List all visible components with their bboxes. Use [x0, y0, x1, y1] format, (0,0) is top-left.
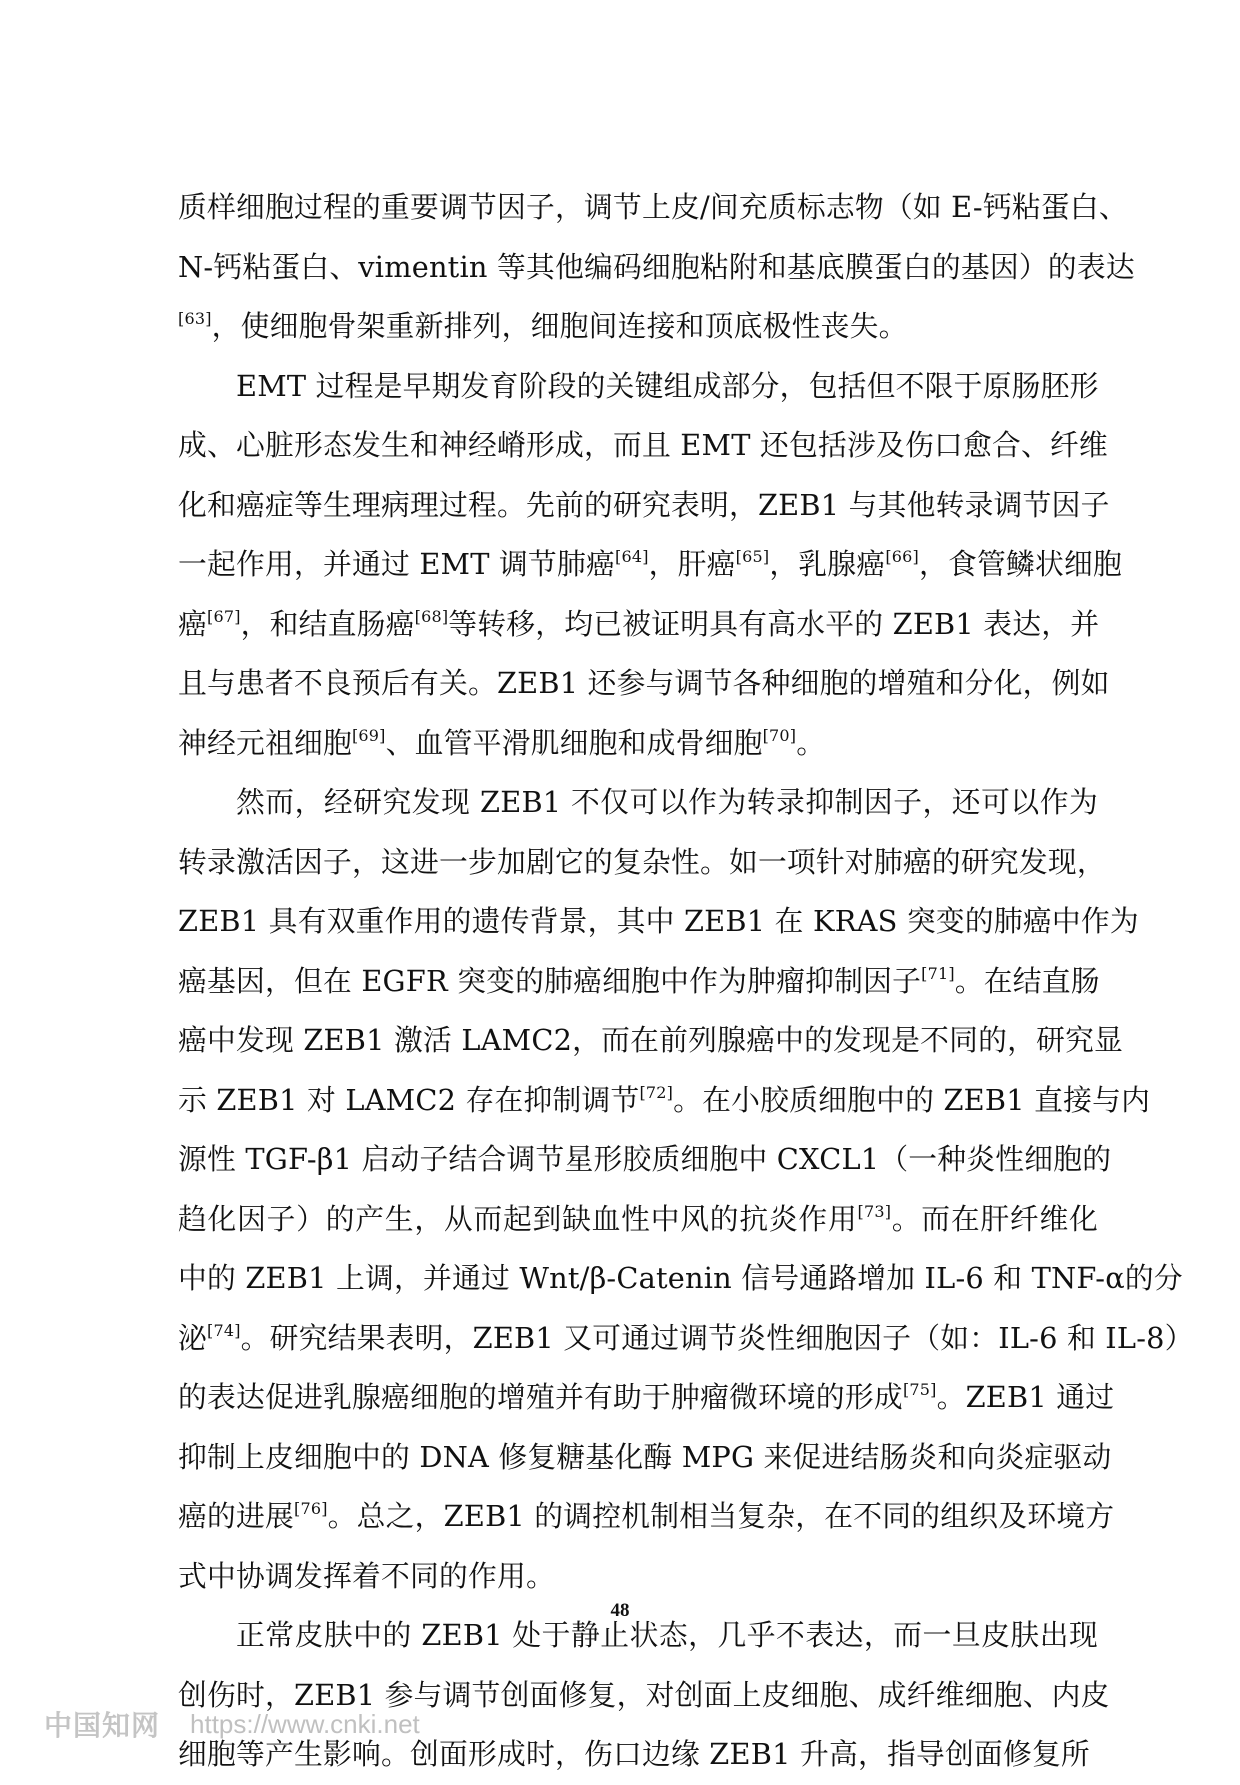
text-line	[178, 1249, 1183, 1309]
text-run: 。ZEB1 通过	[936, 1380, 1115, 1414]
text-run: 化和癌症等生理病理过程。先前的研究表明，ZEB1 与其他转录调节因子	[178, 487, 1110, 522]
text-run: 式中协调发挥着不同的作用。	[178, 1558, 555, 1593]
text-run: 创伤时，ZEB1 参与调节创面修复，对创面上皮细胞、成纤维细胞、内皮	[178, 1677, 1110, 1712]
text-line	[178, 1309, 1194, 1369]
text-run: 成、心脏形态发生和神经嵴形成，而且 EMT 还包括涉及伤口愈合、纤维	[178, 428, 1108, 462]
text-line	[178, 714, 1098, 774]
text-run: 等转移，均已被证明具有高水平的 ZEB1 表达，并	[448, 606, 1100, 641]
text-line	[178, 654, 1110, 714]
citation-ref: [63]	[178, 309, 212, 328]
text-run: 然而，经研究发现 ZEB1 不仅可以作为转录抑制因子，还可以作为	[236, 785, 1098, 819]
text-line	[178, 178, 1128, 238]
text-line	[178, 1487, 1115, 1547]
body-paragraph	[178, 178, 1135, 357]
text-run: EMT 过程是早期发育阶段的关键组成部分，包括但不限于原肠胚形	[236, 368, 1099, 403]
text-line	[178, 535, 1122, 595]
text-run: 。而在肝纤维化	[891, 1201, 1098, 1236]
citation-ref: [68]	[414, 606, 449, 626]
text-line	[178, 1130, 1112, 1190]
text-line	[178, 1547, 1098, 1607]
text-run: ，使细胞骨架重新排列，细胞间连接和顶底极性丧失。	[211, 309, 908, 343]
text-run: ，食管鳞状细胞	[918, 547, 1122, 581]
cnki-url: https://www.cnki.net	[190, 1708, 420, 1739]
text-line	[178, 476, 1110, 536]
text-run: 细胞等产生影响。创面形成时，伤口边缘 ZEB1 升高，指导创面修复所	[178, 1737, 1090, 1771]
text-run: ZEB1 具有双重作用的遗传背景，其中 ZEB1 在 KRAS 突变的肺癌中作为	[178, 904, 1139, 938]
cnki-logo: 中国知网	[44, 1710, 161, 1741]
text-run: ，和结直肠癌	[240, 606, 415, 641]
body-paragraph	[178, 773, 1194, 1606]
text-run: 抑制上皮细胞中的 DNA 修复糖基化酶 MPG 来促进结肠炎和向炎症驱动	[178, 1439, 1112, 1474]
text-run: 癌	[178, 606, 207, 641]
citation-ref: [67]	[207, 606, 241, 626]
citation-ref: [66]	[885, 547, 919, 566]
text-line	[178, 1011, 1124, 1071]
citation-ref: [71]	[921, 963, 955, 983]
text-run: 癌基因，但在 EGFR 突变的肺癌细胞中作为肿瘤抑制因子	[178, 963, 922, 998]
citation-ref: [65]	[735, 547, 770, 566]
text-run: 。在小胶质细胞中的 ZEB1 直接与内	[673, 1082, 1151, 1117]
text-line	[178, 892, 1139, 952]
citation-ref: [70]	[762, 725, 797, 745]
text-run: 癌的进展	[178, 1499, 294, 1533]
text-run: 质样细胞过程的重要调节因子，调节上皮/间充质标志物（如 E-钙粘蛋白、	[178, 190, 1128, 224]
text-run: 。在结直肠	[954, 963, 1100, 998]
text-line	[178, 297, 1098, 357]
text-run: 。研究结果表明，ZEB1 又可通过调节炎性细胞因子（如：IL-6 和 IL-8）	[240, 1320, 1194, 1355]
cnki-watermark	[44, 1706, 420, 1742]
citation-ref: [74]	[207, 1320, 241, 1340]
text-run: 神经元祖细胞	[178, 725, 352, 760]
text-run: 源性 TGF-β1 启动子结合调节星形胶质细胞中 CXCL1（一种炎性细胞的	[178, 1142, 1112, 1176]
text-run: ，肝癌	[648, 547, 736, 581]
text-run: 癌中发现 ZEB1 激活 LAMC2，而在前列腺癌中的发现是不同的，研究显	[178, 1023, 1124, 1057]
citation-ref: [72]	[639, 1082, 674, 1102]
text-run: 正常皮肤中的 ZEB1 处于静止状态，几乎不表达，而一旦皮肤出现	[236, 1618, 1098, 1652]
citation-ref: [64]	[615, 547, 649, 566]
text-line	[178, 416, 1108, 476]
text-line	[178, 1368, 1115, 1428]
text-run: 。	[796, 725, 826, 760]
text-run: 转录激活因子，这进一步加剧它的复杂性。如一项针对肺癌的研究发现，	[178, 844, 1106, 879]
text-run: 中的 ZEB1 上调，并通过 Wnt/β-Catenin 信号通路增加 IL-6 和 TNF-α的分	[178, 1261, 1183, 1295]
body-paragraph	[178, 1606, 1110, 1785]
text-run: 。总之，ZEB1 的调控机制相当复杂，在不同的组织及环境方	[327, 1499, 1115, 1533]
text-run: 、血管平滑肌细胞和成骨细胞	[385, 725, 763, 760]
page-body	[178, 178, 1194, 1785]
text-line	[178, 1190, 1098, 1250]
text-run: 趋化因子）的产生，从而起到缺血性中风的抗炎作用	[178, 1201, 858, 1236]
page-number: 48	[610, 1600, 630, 1621]
citation-ref: [75]	[902, 1380, 937, 1399]
text-run: 且与患者不良预后有关。ZEB1 还参与调节各种细胞的增殖和分化，例如	[178, 666, 1110, 700]
text-run: 一起作用，并通过 EMT 调节肺癌	[178, 547, 615, 581]
citation-ref: [69]	[351, 725, 386, 745]
text-line	[178, 1428, 1112, 1488]
text-run: 泌	[178, 1320, 207, 1355]
text-run: 的表达促进乳腺癌细胞的增殖并有助于肿瘤微环境的形成	[178, 1380, 903, 1414]
body-paragraph	[178, 357, 1122, 774]
text-line	[178, 357, 1098, 417]
text-run: ，乳腺癌	[769, 547, 886, 581]
text-line	[178, 952, 1098, 1012]
text-run: 示 ZEB1 对 LAMC2 存在抑制调节	[178, 1082, 640, 1117]
citation-ref: [73]	[857, 1201, 892, 1221]
text-run: N-钙粘蛋白、vimentin 等其他编码细胞粘附和基底膜蛋白的基因）的表达	[178, 249, 1135, 284]
citation-ref: [76]	[294, 1499, 328, 1518]
text-line	[178, 1071, 1151, 1131]
text-line	[178, 833, 1106, 893]
text-line	[178, 595, 1098, 655]
text-line	[178, 773, 1098, 833]
text-line	[178, 238, 1135, 298]
